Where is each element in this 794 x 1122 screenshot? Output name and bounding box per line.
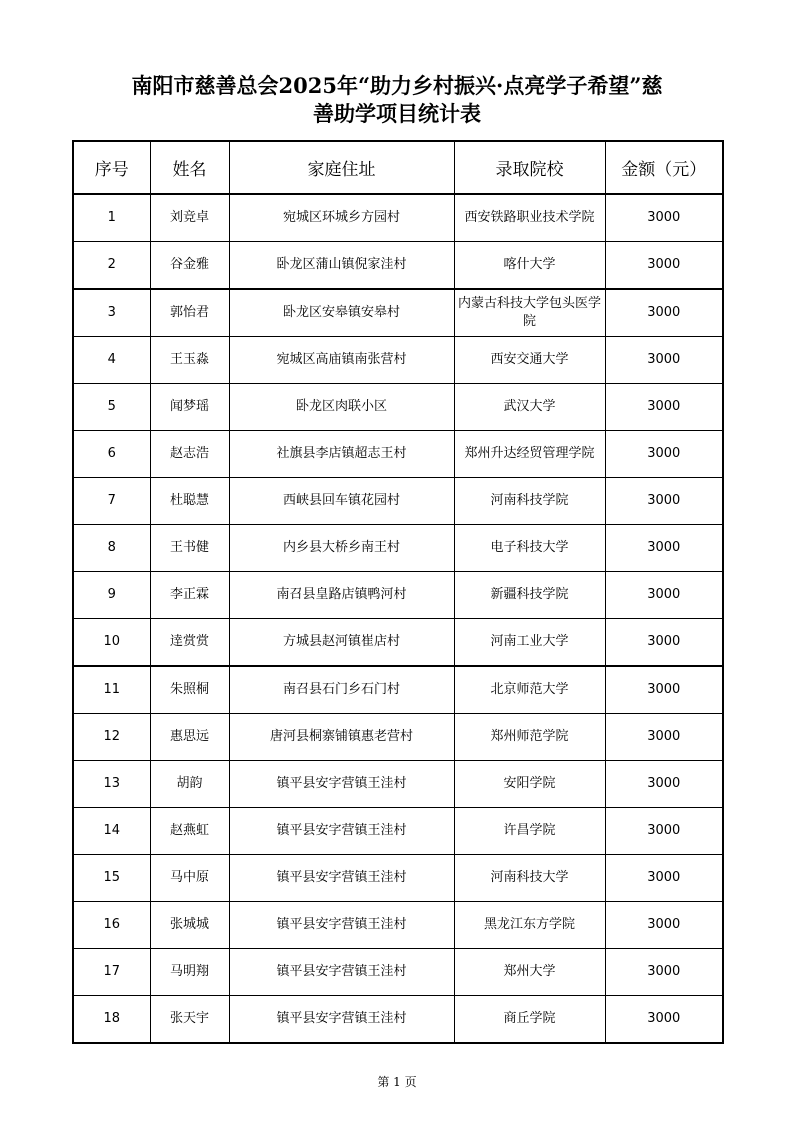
table-row: [73, 808, 723, 855]
cell-name: 谷金雅: [150, 242, 229, 290]
cell-address: 宛城区高庙镇南张营村: [229, 337, 454, 384]
cell-index: 8: [73, 525, 150, 572]
cell-name: 胡韵: [150, 761, 229, 808]
scholarship-table: [72, 140, 724, 1044]
cell-address: 卧龙区蒲山镇倪家洼村: [229, 242, 454, 290]
cell-index: 14: [73, 808, 150, 855]
cell-name: 郭怡君: [150, 289, 229, 337]
header-index: 序号: [73, 141, 150, 194]
cell-address: 镇平县安字营镇王洼村: [229, 949, 454, 996]
cell-school: 许昌学院: [454, 808, 605, 855]
cell-index: 9: [73, 572, 150, 619]
cell-address: 社旗县李店镇超志王村: [229, 431, 454, 478]
table-row: [73, 525, 723, 572]
table-header-row: [73, 141, 723, 194]
cell-amount: 3000: [605, 384, 723, 431]
cell-index: 12: [73, 714, 150, 761]
cell-name: 逹赏赏: [150, 619, 229, 667]
header-address: 家庭住址: [229, 141, 454, 194]
cell-name: 朱照桐: [150, 666, 229, 714]
cell-amount: 3000: [605, 949, 723, 996]
cell-school: 黑龙江东方学院: [454, 902, 605, 949]
cell-address: 内乡县大桥乡南王村: [229, 525, 454, 572]
cell-name: 马中原: [150, 855, 229, 902]
table-row: [73, 289, 723, 337]
cell-address: 镇平县安字营镇王洼村: [229, 902, 454, 949]
table-row: [73, 619, 723, 667]
table-row: [73, 384, 723, 431]
cell-name: 王书健: [150, 525, 229, 572]
cell-index: 13: [73, 761, 150, 808]
cell-school: 武汉大学: [454, 384, 605, 431]
cell-address: 镇平县安字营镇王洼村: [229, 996, 454, 1044]
cell-address: 南召县皇路店镇鸭河村: [229, 572, 454, 619]
cell-school: 商丘学院: [454, 996, 605, 1044]
cell-school: 内蒙古科技大学包头医学院: [454, 289, 605, 337]
cell-school: 电子科技大学: [454, 525, 605, 572]
table-row: [73, 337, 723, 384]
table-row: [73, 714, 723, 761]
cell-school: 河南科技学院: [454, 478, 605, 525]
title-line-2: 善助学项目统计表: [313, 101, 481, 126]
cell-index: 18: [73, 996, 150, 1044]
title-line-1: 南阳市慈善总会2025年“助力乡村振兴·点亮学子希望”慈: [131, 73, 663, 98]
cell-index: 2: [73, 242, 150, 290]
cell-index: 11: [73, 666, 150, 714]
table-row: [73, 949, 723, 996]
cell-amount: 3000: [605, 337, 723, 384]
table-row: [73, 902, 723, 949]
cell-school: 郑州升达经贸管理学院: [454, 431, 605, 478]
cell-amount: 3000: [605, 714, 723, 761]
cell-amount: 3000: [605, 478, 723, 525]
cell-amount: 3000: [605, 996, 723, 1044]
cell-amount: 3000: [605, 194, 723, 242]
table-row: [73, 478, 723, 525]
cell-amount: 3000: [605, 808, 723, 855]
cell-address: 镇平县安字营镇王洼村: [229, 761, 454, 808]
cell-index: 7: [73, 478, 150, 525]
cell-address: 宛城区环城乡方园村: [229, 194, 454, 242]
cell-index: 5: [73, 384, 150, 431]
cell-name: 李正霖: [150, 572, 229, 619]
cell-name: 杜聪慧: [150, 478, 229, 525]
cell-address: 唐河县桐寨铺镇惠老营村: [229, 714, 454, 761]
cell-index: 10: [73, 619, 150, 667]
cell-school: 西安铁路职业技术学院: [454, 194, 605, 242]
cell-name: 赵志浩: [150, 431, 229, 478]
cell-address: 卧龙区肉联小区: [229, 384, 454, 431]
cell-index: 17: [73, 949, 150, 996]
cell-amount: 3000: [605, 902, 723, 949]
cell-amount: 3000: [605, 242, 723, 290]
page-footer: 第 1 页: [377, 1075, 417, 1089]
cell-address: 镇平县安字营镇王洼村: [229, 855, 454, 902]
table-row: [73, 855, 723, 902]
cell-school: 安阳学院: [454, 761, 605, 808]
cell-address: 方城县赵河镇崔店村: [229, 619, 454, 667]
cell-amount: 3000: [605, 666, 723, 714]
table-row: [73, 666, 723, 714]
cell-school: 北京师范大学: [454, 666, 605, 714]
header-amount: 金额（元）: [605, 141, 723, 194]
cell-name: 闻梦瑶: [150, 384, 229, 431]
cell-amount: 3000: [605, 289, 723, 337]
table-row: [73, 996, 723, 1044]
cell-amount: 3000: [605, 572, 723, 619]
cell-name: 惠思远: [150, 714, 229, 761]
table-row: [73, 194, 723, 242]
cell-address: 卧龙区安皋镇安皋村: [229, 289, 454, 337]
cell-index: 3: [73, 289, 150, 337]
cell-school: 新疆科技学院: [454, 572, 605, 619]
document-title: [60, 72, 734, 128]
cell-index: 16: [73, 902, 150, 949]
table-body: [73, 194, 723, 1043]
cell-index: 15: [73, 855, 150, 902]
cell-amount: 3000: [605, 619, 723, 667]
header-school: 录取院校: [454, 141, 605, 194]
table-row: [73, 431, 723, 478]
cell-school: 西安交通大学: [454, 337, 605, 384]
cell-index: 6: [73, 431, 150, 478]
cell-address: 西峡县回车镇花园村: [229, 478, 454, 525]
cell-amount: 3000: [605, 525, 723, 572]
cell-name: 张天宇: [150, 996, 229, 1044]
cell-name: 赵燕虹: [150, 808, 229, 855]
cell-school: 喀什大学: [454, 242, 605, 290]
table-row: [73, 242, 723, 290]
cell-school: 河南工业大学: [454, 619, 605, 667]
cell-amount: 3000: [605, 855, 723, 902]
cell-name: 王玉淼: [150, 337, 229, 384]
cell-index: 1: [73, 194, 150, 242]
cell-index: 4: [73, 337, 150, 384]
cell-school: 郑州大学: [454, 949, 605, 996]
cell-amount: 3000: [605, 761, 723, 808]
table-row: [73, 572, 723, 619]
cell-address: 南召县石门乡石门村: [229, 666, 454, 714]
cell-school: 河南科技大学: [454, 855, 605, 902]
cell-name: 刘竞卓: [150, 194, 229, 242]
cell-address: 镇平县安字营镇王洼村: [229, 808, 454, 855]
cell-amount: 3000: [605, 431, 723, 478]
cell-name: 马明翔: [150, 949, 229, 996]
cell-name: 张城城: [150, 902, 229, 949]
cell-school: 郑州师范学院: [454, 714, 605, 761]
header-name: 姓名: [150, 141, 229, 194]
table-row: [73, 761, 723, 808]
